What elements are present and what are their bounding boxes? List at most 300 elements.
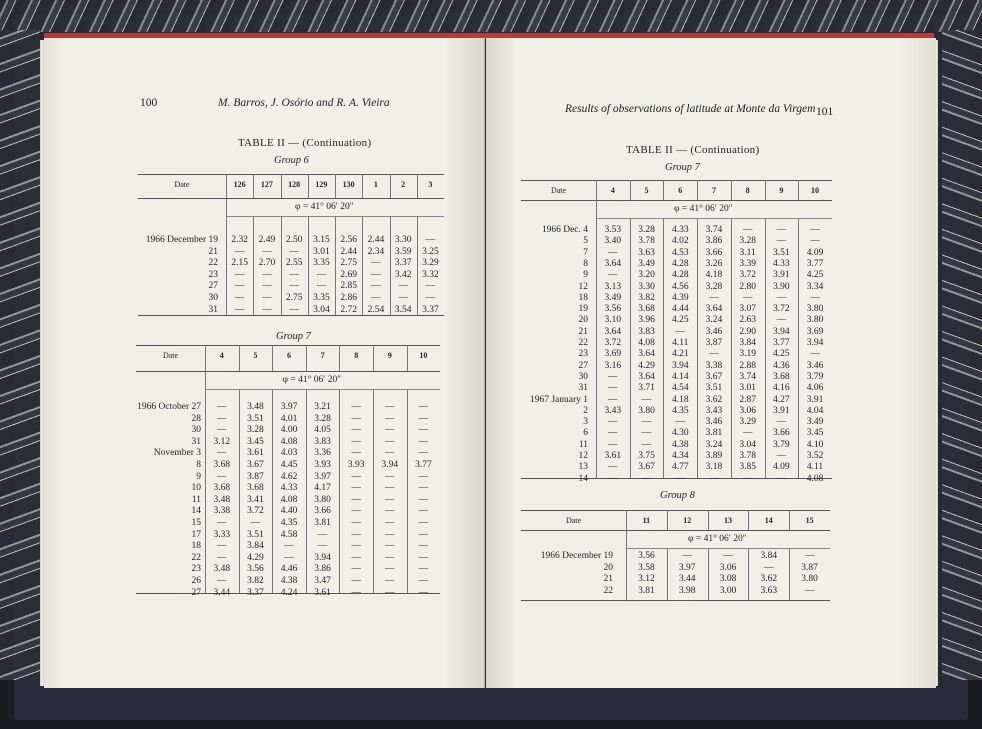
table-rule <box>521 600 830 601</box>
cell-value: 3.35 <box>313 258 330 269</box>
cell-value: — <box>351 425 361 436</box>
cell-value: — <box>418 471 429 482</box>
row-date: 9 <box>583 270 588 281</box>
cell-value: 4.29 <box>247 552 264 563</box>
row-date: 22 <box>191 552 201 563</box>
cell-value: 3.87 <box>247 471 264 482</box>
cell-value: 3.45 <box>247 436 264 447</box>
cell-value: 4.03 <box>280 448 298 459</box>
row-date: 11 <box>578 439 588 450</box>
cell-value: 3.68 <box>247 483 264 494</box>
cell-value: 2.15 <box>231 258 248 269</box>
column-header: 130 <box>342 180 355 189</box>
table-row <box>0 473 982 485</box>
cell-value: 2.86 <box>340 293 357 303</box>
cell-value: 3.97 <box>678 562 696 573</box>
cell-value: 3.91 <box>806 394 824 405</box>
row-date: 1967 January 1 <box>529 394 588 405</box>
table-row <box>0 281 982 293</box>
column-header: 128 <box>288 180 301 189</box>
cell-value: 3.49 <box>806 417 824 428</box>
cell-value: 3.11 <box>739 247 756 258</box>
cell-value: 3.06 <box>719 562 737 573</box>
cell-value: 3.69 <box>604 349 622 360</box>
cell-value: — <box>385 425 395 436</box>
cell-value: 2.72 <box>340 304 357 315</box>
table-row <box>0 505 982 517</box>
cell-value: — <box>234 269 245 280</box>
row-date: November 3 <box>153 448 201 459</box>
cell-value: 2.80 <box>739 281 756 292</box>
cell-value: 3.51 <box>247 529 264 540</box>
table-rule <box>521 200 832 201</box>
cell-value: 2.54 <box>367 304 385 315</box>
cell-value: — <box>217 576 227 586</box>
date-header: Date <box>550 186 567 195</box>
cell-value: 4.11 <box>806 462 824 473</box>
cell-value: — <box>810 225 820 235</box>
cell-value: — <box>250 518 261 528</box>
cell-value: — <box>351 448 361 459</box>
cell-value: 3.07 <box>739 304 756 315</box>
cell-value: 3.49 <box>638 258 655 269</box>
cell-value: 3.37 <box>422 304 439 315</box>
cell-value: 4.38 <box>280 576 298 586</box>
cell-value: — <box>385 506 395 517</box>
cell-value: — <box>351 552 361 563</box>
column-header: 8 <box>354 351 359 360</box>
cell-value: 3.15 <box>313 235 330 245</box>
cell-value: — <box>608 394 618 405</box>
latitude-label: φ = 41° 06′ 20″ <box>282 375 342 385</box>
cell-value: 3.51 <box>705 383 723 394</box>
cell-value: 4.08 <box>638 338 655 348</box>
cell-value: 3.78 <box>739 451 756 461</box>
table-row <box>0 585 982 597</box>
cell-value: 3.78 <box>638 236 655 247</box>
cell-value: — <box>385 552 395 563</box>
table-row <box>0 337 982 349</box>
cell-value: 3.94 <box>773 326 790 337</box>
cell-value: — <box>351 471 361 482</box>
cell-value: — <box>776 292 787 303</box>
cell-value: 3.80 <box>806 315 824 326</box>
cell-value: 2.69 <box>340 269 357 280</box>
column-header: 7 <box>711 186 716 195</box>
cell-value: — <box>351 413 361 424</box>
cell-value: 3.80 <box>638 405 655 416</box>
table-row <box>0 360 982 372</box>
cell-value: 3.80 <box>806 304 824 315</box>
cell-value: 3.42 <box>394 269 412 280</box>
cell-value: 3.82 <box>638 292 655 303</box>
cell-value: — <box>723 551 733 561</box>
cell-value: 4.27 <box>773 394 790 405</box>
cell-value: 3.37 <box>247 587 264 598</box>
cell-value: 3.25 <box>422 246 439 257</box>
cell-value: 4.25 <box>806 270 824 281</box>
cell-value: 4.33 <box>671 225 689 235</box>
cell-value: 4.77 <box>671 462 689 473</box>
row-date: 11 <box>191 494 201 505</box>
cell-value: 3.86 <box>314 564 331 575</box>
cell-value: 3.67 <box>705 371 723 382</box>
cell-value: 3.77 <box>415 460 432 470</box>
row-date: 27 <box>191 587 201 598</box>
cell-value: 3.53 <box>604 225 622 235</box>
running-head: M. Barros, J. Osório and R. A. Vieira <box>218 97 390 109</box>
cell-value: — <box>385 494 395 505</box>
cell-value: 4.44 <box>671 304 689 315</box>
cell-value: 3.75 <box>638 451 655 461</box>
cell-value: — <box>776 451 787 461</box>
cell-value: 4.16 <box>773 383 790 394</box>
cell-value: 3.12 <box>213 436 231 447</box>
row-date: 22 <box>603 585 613 596</box>
cell-value: 2.44 <box>340 246 357 257</box>
date-header: Date <box>565 516 582 525</box>
cell-value: — <box>385 529 395 540</box>
cell-value: 3.47 <box>314 576 331 586</box>
latitude-label: φ = 41° 06′ 20″ <box>688 534 747 544</box>
cell-value: — <box>418 425 429 436</box>
cell-value: 2.85 <box>340 281 357 292</box>
cell-value: — <box>385 564 395 575</box>
row-date: 21 <box>603 574 613 585</box>
table-title: TABLE II — (Continuation) <box>626 144 760 156</box>
table-row <box>0 562 982 574</box>
cell-value: — <box>641 439 652 450</box>
row-date: 30 <box>208 293 218 303</box>
cell-value: 3.64 <box>604 258 622 269</box>
cell-value: — <box>385 471 395 482</box>
cell-value: — <box>234 246 245 257</box>
cell-value: 3.93 <box>347 460 365 470</box>
cell-value: — <box>351 518 361 528</box>
cell-value: — <box>351 529 361 540</box>
group-title: Group 7 <box>665 162 700 173</box>
row-date: 10 <box>191 483 201 494</box>
row-date: 13 <box>578 462 588 473</box>
cell-value: 3.43 <box>705 405 723 416</box>
cell-value: — <box>351 541 361 552</box>
row-date: 31 <box>208 304 218 315</box>
cell-value: 3.83 <box>314 436 331 447</box>
cell-value: 3.64 <box>638 349 655 360</box>
cell-value: 4.33 <box>773 258 790 269</box>
cell-value: — <box>385 518 395 528</box>
cell-value: — <box>608 270 618 281</box>
cell-value: — <box>351 576 361 586</box>
cell-value: 3.82 <box>247 576 264 586</box>
row-date: 2 <box>583 405 588 416</box>
cell-value: 3.41 <box>247 494 264 505</box>
cell-value: 3.87 <box>801 562 818 573</box>
cell-value: 3.10 <box>604 315 622 326</box>
table-row <box>0 405 982 417</box>
cell-value: 3.56 <box>604 304 622 315</box>
table-rule <box>138 174 444 175</box>
cell-value: — <box>217 448 227 459</box>
column-rule <box>667 510 668 530</box>
column-header: 6 <box>678 186 683 195</box>
cell-value: 3.66 <box>314 506 331 517</box>
cell-value: 4.14 <box>671 371 689 382</box>
cell-value: 3.79 <box>806 371 824 382</box>
column-header: 5 <box>644 186 649 195</box>
cell-value: 3.38 <box>213 506 231 517</box>
page-number: 100 <box>140 97 158 109</box>
cell-value: 3.28 <box>247 425 264 436</box>
cell-value: 3.08 <box>719 574 737 585</box>
cell-value: 4.02 <box>671 236 689 247</box>
row-date: 30 <box>578 371 588 382</box>
cell-value: 3.80 <box>801 574 818 585</box>
cell-value: 4.35 <box>671 405 689 416</box>
cell-value: — <box>418 518 429 528</box>
cell-value: — <box>385 436 395 447</box>
row-date: 1966 Dec. 4 <box>541 225 588 235</box>
cell-value: 3.12 <box>638 574 655 585</box>
row-date: 17 <box>191 529 201 540</box>
table-rule <box>521 510 830 511</box>
column-header: 1 <box>373 180 378 189</box>
cell-value: 3.46 <box>705 417 723 428</box>
table-row <box>0 292 982 304</box>
table-row <box>0 247 982 259</box>
row-date: 28 <box>191 413 201 424</box>
cell-value: 4.35 <box>280 518 298 528</box>
cell-value: — <box>351 402 361 412</box>
cell-value: — <box>608 247 618 258</box>
cell-value: 2.88 <box>739 360 756 371</box>
cell-value: 3.48 <box>213 564 231 575</box>
table-rule <box>521 530 830 531</box>
table-row <box>0 258 982 270</box>
row-date: 22 <box>208 258 218 269</box>
cell-value: — <box>418 436 429 447</box>
row-date: 20 <box>578 315 588 326</box>
cell-value: — <box>284 552 294 563</box>
cell-value: 3.56 <box>638 551 655 561</box>
cell-value: — <box>262 293 272 303</box>
row-date: 23 <box>191 564 201 575</box>
table-row <box>0 573 982 585</box>
table-row <box>0 461 982 473</box>
cell-value: 3.44 <box>678 574 696 585</box>
cell-value: — <box>371 258 381 269</box>
row-date: 14 <box>191 506 201 517</box>
cell-value: — <box>776 417 787 428</box>
row-date: 20 <box>603 562 613 573</box>
column-header: 126 <box>233 180 246 189</box>
cell-value: 3.84 <box>739 338 756 348</box>
column-header: 10 <box>811 186 820 195</box>
cell-value: 3.62 <box>705 394 723 405</box>
table-row <box>0 371 982 383</box>
cell-value: 3.62 <box>760 574 778 585</box>
cell-value: 3.58 <box>638 562 655 573</box>
table-row <box>0 382 982 394</box>
cell-value: 4.39 <box>671 292 689 303</box>
cell-value: 2.75 <box>285 293 303 303</box>
cell-value: 3.61 <box>247 448 264 459</box>
cell-value: 3.81 <box>314 518 331 528</box>
cell-value: 3.66 <box>705 247 723 258</box>
table-row <box>0 269 982 281</box>
cell-value: 3.74 <box>739 371 756 382</box>
cell-value: — <box>385 402 395 412</box>
cell-value: 3.35 <box>313 293 330 303</box>
cell-value: — <box>608 371 618 382</box>
cell-value: 4.01 <box>280 413 298 424</box>
cell-value: 3.94 <box>381 460 399 470</box>
row-date: 12 <box>578 281 588 292</box>
cell-value: — <box>425 235 436 245</box>
cell-value: — <box>371 293 381 303</box>
cell-value: 2.55 <box>285 258 303 269</box>
cell-value: 3.29 <box>422 258 439 269</box>
running-head: Results of observations of latitude at Monte da Virgem <box>565 103 816 115</box>
cell-value: 3.86 <box>705 236 723 247</box>
cell-value: — <box>418 506 429 517</box>
row-date: 18 <box>578 292 588 303</box>
table-row <box>0 529 982 541</box>
cell-value: — <box>810 292 820 303</box>
column-rule <box>748 510 749 530</box>
cell-value: — <box>317 541 328 552</box>
cell-value: — <box>217 402 227 412</box>
cell-value: 3.40 <box>604 236 622 247</box>
table-row <box>0 550 982 562</box>
cell-value: 4.18 <box>671 394 689 405</box>
cell-value: 3.19 <box>739 349 756 360</box>
cell-value: 4.56 <box>671 281 689 292</box>
latitude-label: φ = 41° 06′ 20″ <box>295 202 354 212</box>
cell-value: — <box>418 494 429 505</box>
cell-value: 3.93 <box>314 460 331 470</box>
row-date: 1966 December 19 <box>145 235 218 245</box>
cell-value: 3.81 <box>705 428 723 439</box>
cell-value: 3.59 <box>394 246 412 257</box>
column-rule <box>789 510 790 530</box>
row-date: 21 <box>578 326 588 337</box>
cell-value: — <box>371 281 381 292</box>
cell-value: — <box>351 506 361 517</box>
cell-value: 3.68 <box>773 371 790 382</box>
table-row <box>0 416 982 428</box>
cell-value: — <box>608 383 618 394</box>
table-row <box>0 314 982 326</box>
cell-value: 3.48 <box>247 402 264 412</box>
cell-value: — <box>418 564 429 575</box>
cell-value: — <box>418 402 429 412</box>
cell-value: 3.46 <box>705 326 723 337</box>
cell-value: 3.39 <box>739 258 756 269</box>
cell-value: 3.68 <box>213 483 231 494</box>
cell-value: — <box>709 292 719 303</box>
row-date: 22 <box>578 338 588 348</box>
column-header: 14 <box>764 516 773 525</box>
row-date: 7 <box>583 247 588 258</box>
column-rule <box>708 510 709 530</box>
cell-value: — <box>742 473 753 484</box>
cell-value: — <box>351 587 361 598</box>
cell-value: — <box>351 483 361 494</box>
cell-value: 4.30 <box>671 428 689 439</box>
table-rule <box>596 218 832 219</box>
cell-value: 4.36 <box>773 360 790 371</box>
table-row <box>0 394 982 406</box>
column-header: 9 <box>387 351 392 360</box>
cell-value: — <box>709 349 719 360</box>
cell-value: 3.04 <box>739 439 756 450</box>
cell-value: — <box>742 428 753 439</box>
row-date: 21 <box>208 246 218 257</box>
row-date: 23 <box>208 269 218 280</box>
cell-value: 3.28 <box>705 281 723 292</box>
cell-value: 2.34 <box>367 246 385 257</box>
table-row <box>0 427 982 439</box>
cell-value: — <box>418 552 429 563</box>
cell-value: 3.69 <box>806 326 824 337</box>
column-header: 4 <box>610 186 615 195</box>
cell-value: 3.34 <box>806 281 824 292</box>
cell-value: — <box>641 428 652 439</box>
cell-value: — <box>351 494 361 505</box>
cell-value: — <box>675 473 685 484</box>
row-date: 15 <box>191 518 201 528</box>
cell-value: 4.05 <box>314 425 331 436</box>
cell-value: — <box>398 281 408 292</box>
cell-value: 3.38 <box>705 360 723 371</box>
row-date: 30 <box>191 425 201 436</box>
row-date: 23 <box>578 349 588 360</box>
cell-value: 3.81 <box>638 585 655 596</box>
cell-value: — <box>316 281 327 292</box>
cell-value: 3.28 <box>739 236 756 247</box>
cell-value: 3.63 <box>760 585 778 596</box>
row-date: 27 <box>578 360 588 371</box>
cell-value: — <box>608 473 618 484</box>
cell-value: — <box>742 225 753 235</box>
cell-value: — <box>398 293 408 303</box>
cell-value: 2.50 <box>285 235 303 245</box>
cell-value: 3.01 <box>313 246 330 257</box>
page-number: 101 <box>816 106 834 118</box>
column-header: 9 <box>779 186 784 195</box>
cell-value: 3.37 <box>394 258 412 269</box>
cell-value: 3.43 <box>604 405 622 416</box>
cell-value: — <box>217 552 227 563</box>
cell-value: 2.87 <box>739 394 756 405</box>
cell-value: 3.45 <box>806 428 824 439</box>
cell-value: — <box>425 281 436 292</box>
cell-value: — <box>418 587 429 598</box>
row-date: 9 <box>196 471 201 482</box>
cell-value: — <box>217 413 227 424</box>
cell-value: 4.00 <box>280 425 298 436</box>
date-header: Date <box>162 351 179 360</box>
cell-value: 3.00 <box>719 585 737 596</box>
table-row <box>0 439 982 451</box>
table-rule <box>521 180 832 181</box>
cell-value: 3.28 <box>638 225 655 235</box>
cell-value: — <box>217 471 227 482</box>
cell-value: 4.46 <box>280 564 298 575</box>
cell-value: 3.74 <box>705 225 723 235</box>
column-header: 6 <box>287 351 291 360</box>
